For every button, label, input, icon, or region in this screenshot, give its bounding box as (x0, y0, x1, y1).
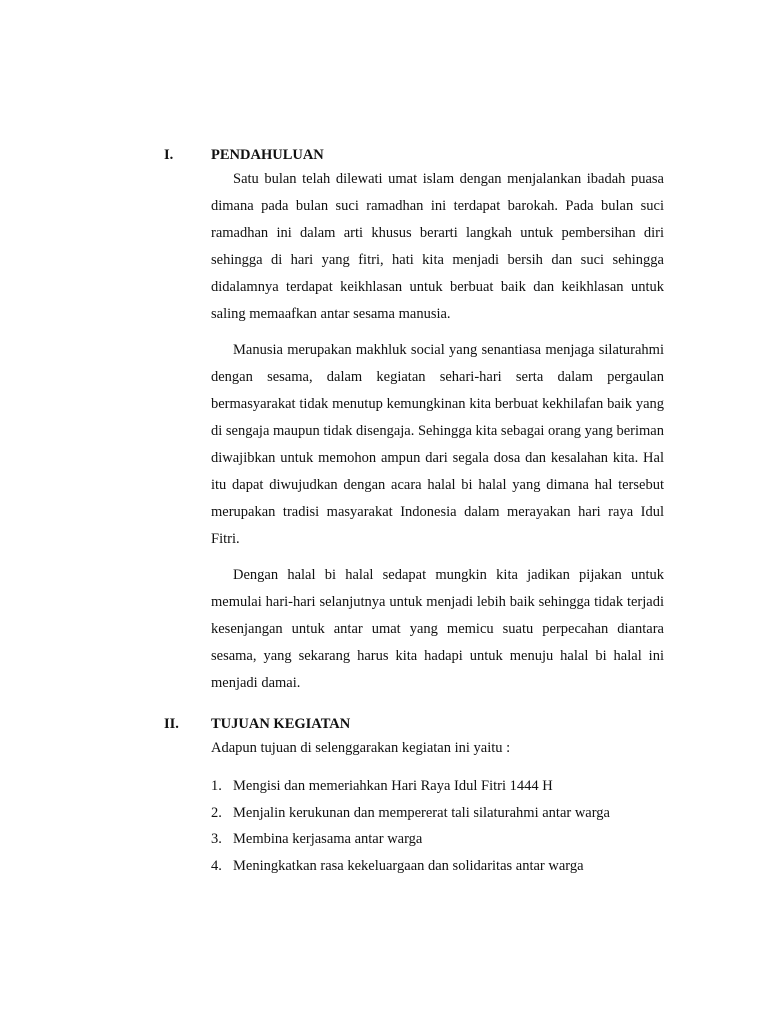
list-item-number: 2. (211, 804, 222, 821)
list-item-number: 3. (211, 831, 222, 847)
objectives-list (211, 773, 664, 879)
list-item (211, 773, 664, 800)
list-item (211, 800, 664, 827)
list-item-text: Membina kerjasama antar warga (233, 831, 423, 847)
list-intro: Adapun tujuan di selenggarakan kegiatan ini yaitu : (211, 740, 511, 756)
list-item (211, 853, 664, 880)
section-heading (164, 713, 664, 735)
list-item-text: Menjalin kerukunan dan mempererat tali silaturahmi antar warga (233, 804, 610, 821)
paragraph: Satu bulan telah dilewati umat islam dengan menjalankan ibadah puasa dimana pada bulan suci ramadhan ini terdapat barokah. Pada bulan suci ramadhan ini dalam arti khusus berarti langkah untuk pembersihan diri sehingga di hari yang fitri, hati kita menjadi bersih dan suci sehingga didalamnya terdapat keikhlasan untuk berbuat baik dan keikhlasan untuk saling memaafkan antar sesama manusia. (211, 171, 664, 322)
section-number: I. (164, 147, 174, 163)
list-item-text: Mengisi dan memeriahkan Hari Raya Idul Fitri 1444 H (233, 778, 553, 794)
section-heading (164, 144, 664, 166)
paragraph: Dengan halal bi halal sedapat mungkin kita jadikan pijakan untuk memulai hari-hari selanjutnya untuk menjadi lebih baik sehingga tidak terjadi kesenjangan untuk antar umat yang memicu suatu perpecahan diantara sesama, yang sekarang harus kita hadapi untuk menuju halal bi halal ini menjadi damai. (211, 567, 664, 691)
list-item-number: 4. (211, 857, 222, 874)
section-number: II. (164, 716, 179, 732)
section-tujuan-kegiatan (164, 713, 664, 879)
list-item-text: Meningkatkan rasa kekeluargaan dan solidaritas antar warga (233, 857, 584, 874)
list-item (211, 826, 664, 853)
paragraph: Manusia merupakan makhluk social yang senantiasa menjaga silaturahmi dengan sesama, dalam kegiatan sehari-hari serta dalam pergaulan bermasyarakat tidak menutup kemungkinan kita berbuat kekhilafan baik yang di sengaja maupun tidak disengaja. Sehingga kita sebagai orang yang beriman diwajibkan untuk memohon ampun dari segala dosa dan kesalahan kita. Hal itu dapat diwujudkan dengan acara halal bi halal yang dimana hal tersebut merupakan tradisi masyarakat Indonesia dalam merayakan hari raya Idul Fitri. (211, 342, 664, 547)
list-item-number: 1. (211, 778, 222, 794)
section-title: PENDAHULUAN (211, 147, 324, 163)
section-title: TUJUAN KEGIATAN (211, 716, 351, 732)
section-pendahuluan (164, 144, 664, 697)
